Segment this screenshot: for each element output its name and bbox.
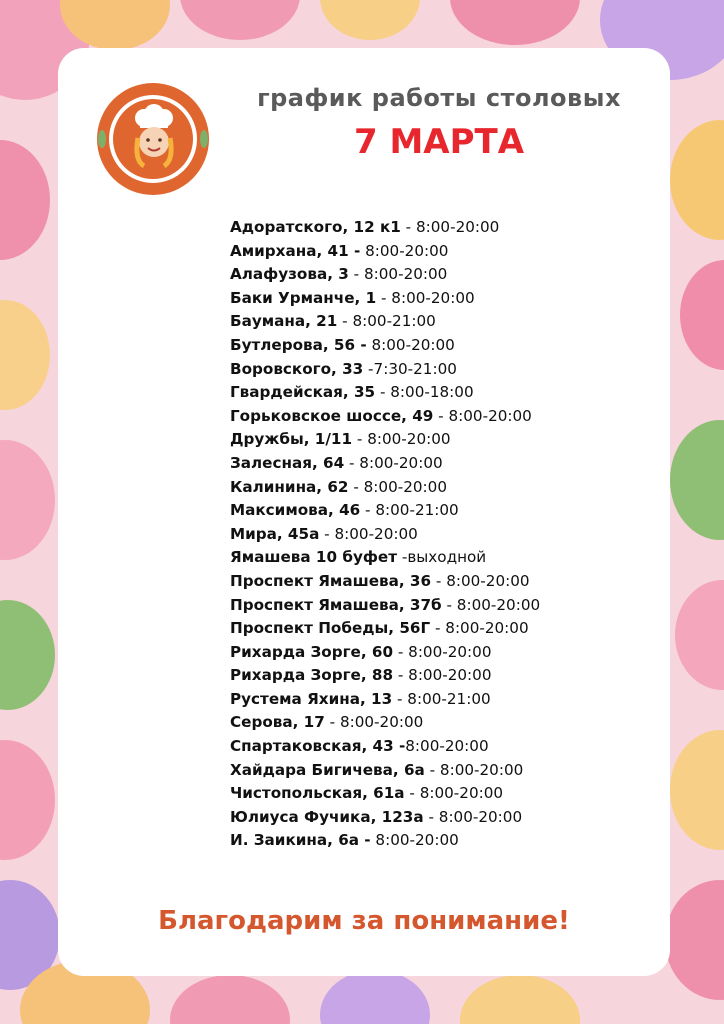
hours: - 8:00-20:00	[431, 571, 530, 590]
address: Хайдара Бигичева, 6а	[230, 760, 425, 779]
list-item	[230, 641, 650, 665]
list-item	[230, 570, 650, 594]
schedule-date: 7 МАРТА	[353, 122, 525, 162]
address: Калинина, 62	[230, 477, 349, 496]
hours: - 8:00-20:00	[400, 218, 500, 236]
address: Юлиуса Фучика, 123а	[230, 807, 424, 826]
address: Гвардейская, 35	[230, 383, 376, 402]
list-item	[230, 782, 650, 806]
hours: - 8:00-20:00	[423, 807, 523, 826]
address: Рихарда Зорге, 88	[230, 666, 394, 685]
hours: - 8:00-21:00	[360, 501, 459, 520]
list-item	[230, 476, 650, 500]
hours: - 8:00-20:00	[352, 430, 451, 449]
hours: - 8:00-20:00	[430, 619, 529, 638]
address: Серова, 17	[230, 713, 325, 732]
address: Ямашева 10 буфет	[230, 548, 398, 567]
address: И. Заикина, 6а -	[230, 831, 371, 850]
address: Дружбы, 1/11	[230, 430, 353, 449]
list-item	[230, 381, 650, 405]
address: Проспект Ямашева, 37б	[230, 595, 442, 614]
list-item	[230, 452, 650, 476]
hours: - 8:00-20:00	[424, 760, 524, 779]
list-item	[230, 310, 650, 334]
list-item	[230, 263, 650, 287]
list-item	[230, 617, 650, 641]
thank-you-message: Благодарим за понимание!	[158, 906, 570, 936]
hours: 8:00-20:00	[360, 241, 449, 260]
address: Баки Урманче, 1	[230, 288, 377, 307]
address: Проспект Победы, 56Г	[230, 619, 431, 638]
address: Алафузова, 3	[230, 265, 349, 284]
address: Мира, 45а	[230, 524, 320, 543]
address: Амирхана, 41 -	[230, 241, 361, 260]
hours: - 8:00-18:00	[375, 383, 474, 402]
address: Баумана, 21	[230, 312, 338, 331]
hours: - 8:00-21:00	[392, 689, 491, 708]
schedule-card	[58, 48, 670, 976]
address: Чистопольская, 61а	[230, 784, 405, 803]
hours: - 8:00-20:00	[441, 595, 541, 614]
hours: - 8:00-21:00	[337, 312, 436, 331]
list-item	[230, 428, 650, 452]
list-item	[230, 594, 650, 618]
address: Горьковское шоссе, 49	[230, 406, 434, 425]
list-item	[230, 240, 650, 264]
address: Воровского, 33	[230, 359, 364, 378]
hours: - 8:00-20:00	[433, 406, 532, 425]
hours: - 8:00-20:00	[319, 524, 418, 543]
list-item	[230, 358, 650, 382]
address: Максимова, 46	[230, 501, 361, 520]
page-title: график работы столовых	[257, 84, 621, 112]
dobraya-stolovaya-logo	[94, 80, 212, 198]
address: Спартаковская, 43 -	[230, 737, 406, 756]
hours: - 8:00-20:00	[348, 265, 448, 284]
hours: - 8:00-20:00	[376, 288, 475, 307]
list-item	[230, 806, 650, 830]
list-item	[230, 735, 650, 759]
hours: -7:30-21:00	[363, 359, 457, 378]
list-item	[230, 499, 650, 523]
hours: 8:00-20:00	[370, 831, 459, 850]
list-item	[230, 287, 650, 311]
hours: -выходной	[397, 548, 487, 567]
list-item	[230, 829, 650, 853]
hours: - 8:00-20:00	[393, 666, 492, 685]
address: Залесная, 64	[230, 453, 345, 472]
list-item	[230, 711, 650, 735]
address: Проспект Ямашева, 36	[230, 571, 432, 590]
hours: - 8:00-20:00	[344, 453, 443, 472]
list-item	[230, 546, 650, 570]
address: Бутлерова, 56 -	[230, 335, 367, 354]
address: Рустема Яхина, 13	[230, 689, 393, 708]
list-item	[230, 405, 650, 429]
list-item	[230, 334, 650, 358]
list-item	[230, 523, 650, 547]
address: Рихарда Зорге, 60	[230, 642, 394, 661]
hours: - 8:00-20:00	[324, 713, 424, 732]
list-item	[230, 216, 650, 240]
address: Адоратского, 12 к1	[230, 218, 401, 236]
list-item	[230, 664, 650, 688]
list-item	[230, 759, 650, 783]
hours: 8:00-20:00	[366, 335, 455, 354]
list-item	[230, 688, 650, 712]
hours: - 8:00-20:00	[404, 784, 504, 803]
hours: - 8:00-20:00	[393, 642, 492, 661]
canteen-schedule-list	[230, 216, 650, 853]
hours: 8:00-20:00	[405, 737, 489, 756]
hours: - 8:00-20:00	[348, 477, 447, 496]
